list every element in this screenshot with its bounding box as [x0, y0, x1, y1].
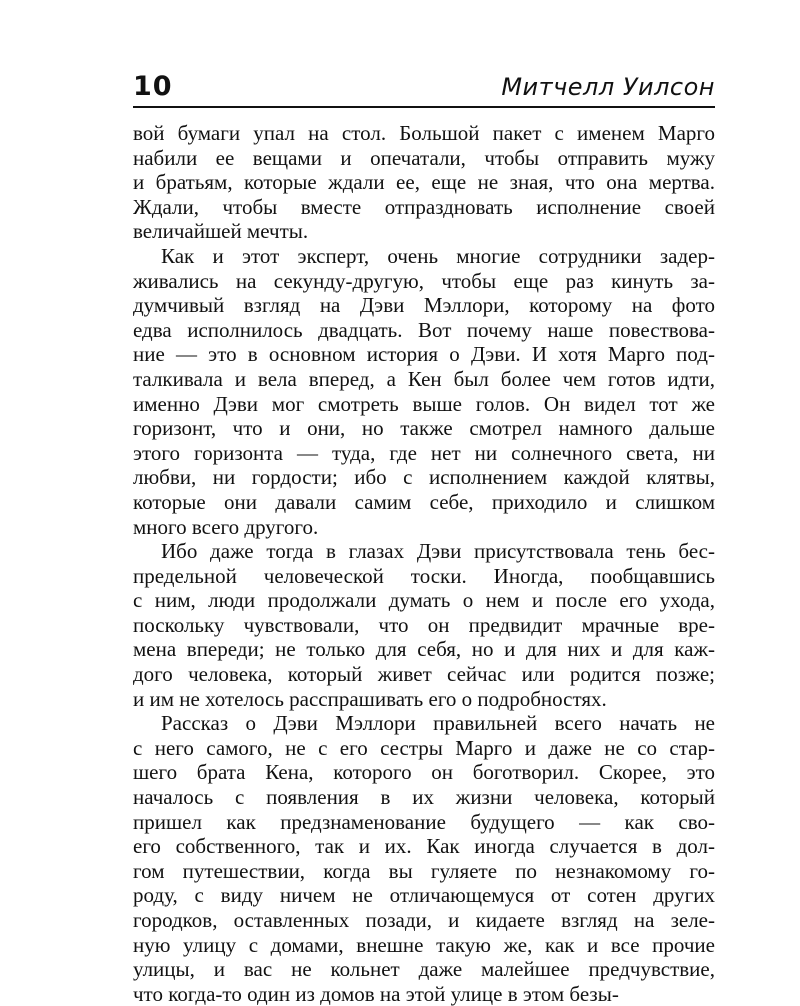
text-line: началось с появления в их жизни человека, который: [133, 785, 715, 810]
text-line: с него самого, не с его сестры Марго и даже не со стар-: [133, 735, 715, 760]
text-line: Как и этот эксперт, очень многие сотрудники задер-: [161, 243, 715, 268]
text-line: улицы, и вас не кольнет даже малейшее предчувствие,: [133, 957, 715, 982]
text-line: Ждали, чтобы вместе отпраздновать исполнение своей: [133, 194, 715, 219]
text-line: именно Дэви мог смотреть выше голов. Он видел тот же: [133, 391, 715, 416]
text-line: много всего другого.: [133, 514, 319, 539]
text-line: что когда-то один из домов на этой улице в этом безы-: [133, 981, 619, 1006]
text-line: величайшей мечты.: [133, 219, 309, 244]
page-number: 10: [133, 71, 173, 102]
text-line: любви, ни гордости; ибо с исполнением каждой клятвы,: [133, 465, 715, 490]
text-line: горизонт, что и они, но также смотрел намного дальше: [133, 416, 715, 441]
text-line: и братьям, которые ждали ее, еще не зная, что она мертва.: [133, 170, 715, 195]
text-line: предельной человеческой тоски. Иногда, пообщавшись: [133, 563, 715, 588]
text-line: ную улицу с домами, внешне такую же, как и все прочие: [133, 932, 715, 957]
text-line: гом путешествии, когда вы гуляете по незнакомому го-: [133, 858, 715, 883]
text-line: набили ее вещами и опечатали, чтобы отправить мужу: [133, 145, 715, 170]
text-line: с ним, люди продолжали думать о нем и после его ухода,: [133, 588, 715, 613]
page-header: [133, 60, 715, 108]
book-page: [133, 60, 715, 1006]
text-line: думчивый взгляд на Дэви Мэллори, которому на фото: [133, 293, 715, 318]
text-line: и им не хотелось расспрашивать его о подробностях.: [133, 686, 607, 711]
text-line: шего брата Кена, которого он боготворил. Скорее, это: [133, 760, 715, 785]
paragraph: [133, 539, 715, 711]
text-line: дого человека, который живет сейчас или родится позже;: [133, 662, 715, 687]
text-line: его собственного, так и их. Как иногда случается в дол-: [133, 834, 715, 859]
text-line: живались на секунду-другую, чтобы еще раз кинуть за-: [133, 268, 715, 293]
text-line: пришел как предзнаменование будущего — как сво-: [133, 809, 715, 834]
running-head-author: Митчелл Уилсон: [501, 73, 715, 101]
body-text: [133, 121, 715, 1006]
text-line: городков, оставленных позади, и кидаете взгляд на зеле-: [133, 908, 715, 932]
paragraph: [133, 121, 715, 244]
text-line: этого горизонта — туда, где нет ни солнечного света, ни: [133, 440, 715, 465]
text-line: мена впереди; не только для себя, но и для них и для каж-: [133, 637, 715, 662]
paragraph: [133, 244, 715, 539]
text-line: едва исполнилось двадцать. Вот почему наше повествова-: [133, 317, 715, 342]
text-line: роду, с виду ничем не отличающемуся от сотен других: [133, 883, 715, 908]
text-line: Рассказ о Дэви Мэллори правильней всего начать не: [161, 711, 715, 736]
text-line: которые они давали самим себе, приходило и слишком: [133, 489, 715, 514]
text-line: Ибо даже тогда в глазах Дэви присутствовала тень бес-: [161, 539, 715, 564]
text-line: вой бумаги упал на стол. Большой пакет с именем Марго: [133, 121, 715, 145]
text-line: талкивала и вела вперед, а Кен был более чем готов идти,: [133, 366, 715, 391]
text-line: ние — это в основном история о Дэви. И хотя Марго под-: [133, 342, 715, 367]
text-line: поскольку чувствовали, что он предвидит мрачные вре-: [133, 612, 715, 637]
paragraph: [133, 711, 715, 1006]
